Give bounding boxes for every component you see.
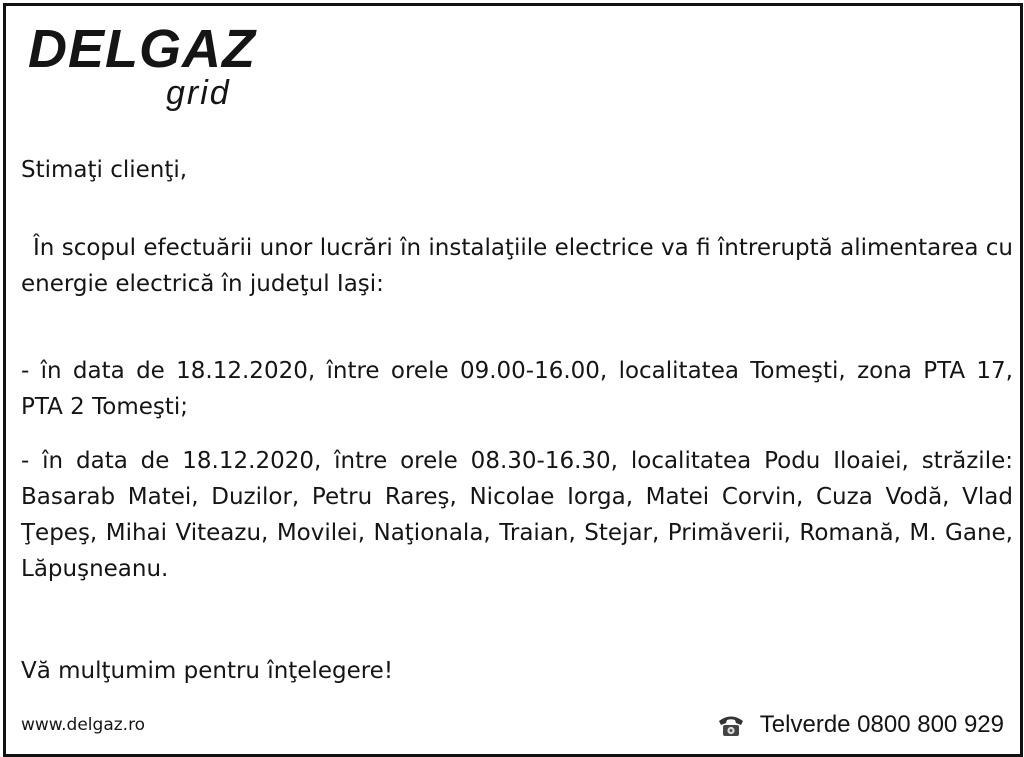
logo-brand-text: DELGAZ (28, 19, 256, 79)
delgaz-grid-logo (24, 20, 284, 120)
greeting: Stimaţi clienţi, (21, 157, 188, 183)
hotline (716, 711, 1004, 739)
website-link[interactable]: www.delgaz.ro (21, 715, 146, 735)
outage-item: - în data de 18.12.2020, între orele 08.30-16.30, localitatea Podu Iloaiei, străzile: Basarab Matei, Duzilor, Petru Rareş, Nicolae Iorga, Matei Corvin, Cuza Vodă, Vlad Ţepeş, Mihai Viteazu, Movilei, Naţionala, Traian, Stejar, Primăverii, Romană, M. Gane, Lăpuşneanu. (21, 448, 1013, 582)
telephone-icon (716, 712, 746, 738)
notice-frame (3, 3, 1023, 757)
thanks-message: Vă mulţumim pentru înţelegere! (21, 658, 394, 684)
intro-paragraph: În scopul efectuării unor lucrări în instalaţiile electrice va fi întreruptă alimentarea cu energie electrică în judeţul Iaşi: (21, 235, 1013, 297)
logo-subbrand-text: grid (166, 74, 231, 112)
outage-item: - în data de 18.12.2020, între orele 09.00-16.00, localitatea Tomeşti, zona PTA 17, PTA 2 Tomeşti; (21, 358, 1013, 420)
hotline-number[interactable]: Telverde 0800 800 929 (759, 711, 1004, 738)
